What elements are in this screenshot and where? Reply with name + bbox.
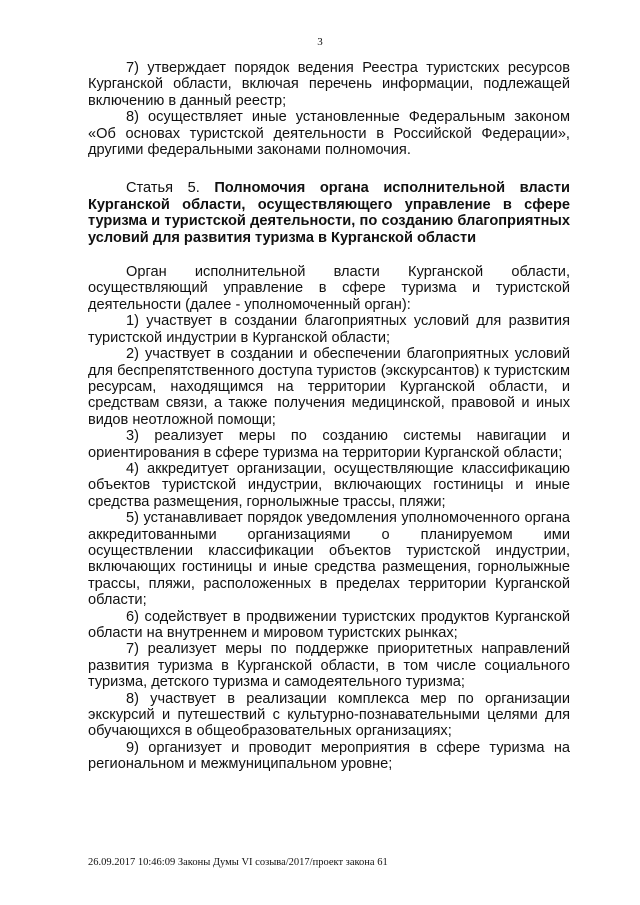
list-item: 7) утверждает порядок ведения Реестра туристских ресурсов Курганской области, включая перечень информации, подлежащей включению в данный реестр; (88, 60, 570, 109)
list-item: 5) устанавливает порядок уведомления уполномоченного органа аккредитованными организациями о планируемом ими осуществлении классификации объектов туристской индустрии, включающих гостиницы и иные средства размещения, горнолыжные трассы, пляжи, расположенных в пределах территории Курганской области; (88, 510, 570, 609)
list-item: 8) участвует в реализации комплекса мер по организации экскурсий и путешествий с культурно-познавательными целями для обучающихся в общеобразовательных организациях; (88, 690, 570, 740)
document-body (88, 60, 570, 773)
list-item: 6) содействует в продвижении туристских продуктов Курганской области на внутреннем и мировом туристских рынках; (88, 608, 570, 641)
list-item: 2) участвует в создании и обеспечении благоприятных условий для беспрепятственного доступа туристов (экскурсантов) к туристским ресурсам, находящимся на территории Курганской области, и средствам связи, а также получения медицинской, правовой и иных видов неотложной помощи; (88, 346, 570, 428)
article-label: Статья 5. (126, 180, 200, 197)
list-item: 8) осуществляет иные установленные Федеральным законом «Об основах туристской деятельности в Российской Федерации», другими федеральными законами полномочия. (88, 109, 570, 159)
list-item: 4) аккредитует организации, осуществляющие классификацию объектов туристской индустрии, включающих гостиницы и иные средства размещения, горнолыжные трассы, пляжи; (88, 460, 570, 510)
list-item: 1) участвует в создании благоприятных условий для развития туристской индустрии в Курганской области; (88, 313, 570, 346)
article-heading (88, 180, 570, 246)
spacer (88, 246, 570, 264)
list-item: 3) реализует меры по созданию системы навигации и ориентирования в сфере туризма на территории Курганской области; (88, 428, 570, 461)
article-title: Полномочия органа исполнительной власти Курганской области, осуществляющего управление в сфере туризма и туристской деятельности, по созданию благоприятных условий для развития туризма в Курганской области (88, 180, 570, 246)
list-item: 7) реализует меры по поддержке приоритетных направлений развития туризма в Курганской области, в том числе социального туризма, детского туризма и самодеятельного туризма; (88, 641, 570, 691)
intro-paragraph: Орган исполнительной власти Курганской области, осуществляющий управление в сфере туризма и туристской деятельности (далее - уполномоченный орган): (88, 264, 570, 313)
footer-path: 26.09.2017 10:46:09 Законы Думы VI созыва/2017/проект закона 61 (88, 857, 388, 868)
spacer (88, 158, 570, 180)
list-item: 9) организует и проводит мероприятия в сфере туризма на региональном и межмуниципальном уровне; (88, 739, 570, 773)
page-number: 3 (317, 36, 323, 48)
